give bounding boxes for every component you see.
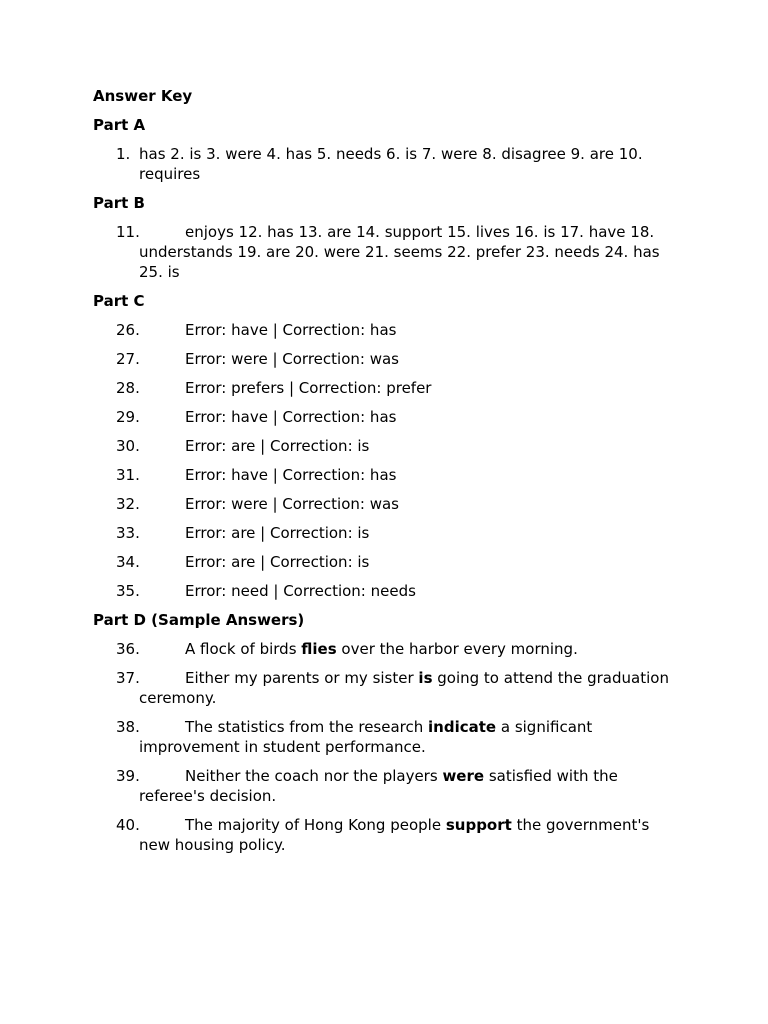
- sentence-start: The statistics from the research: [185, 718, 429, 736]
- list-item: [93, 668, 683, 708]
- sentence-end: over the harbor every morning.: [336, 640, 578, 658]
- list-number: 34.: [116, 553, 140, 571]
- correction-text: Error: were | Correction: was: [185, 495, 399, 513]
- part-a-heading: Part A: [93, 116, 146, 134]
- list-item: [93, 320, 683, 340]
- list-number: 35.: [116, 582, 140, 600]
- list-item: [93, 494, 683, 514]
- sentence-start: Neither the coach nor the players: [185, 767, 443, 785]
- list-number: 31.: [116, 466, 140, 484]
- list-item: [93, 639, 683, 659]
- list-number: 29.: [116, 408, 140, 426]
- sentence-end: the government's new housing policy.: [139, 816, 650, 854]
- correction-text: Error: have | Correction: has: [185, 321, 397, 339]
- list-number: 33.: [116, 524, 140, 542]
- part-b-answer-text: enjoys 12. has 13. are 14. support 15. lives 16. is 17. have 18. understands 19. are 20. were 21. seems 22. prefer 23. needs 24. has 25. is: [139, 223, 660, 281]
- list-number: 40.: [116, 816, 140, 834]
- list-number: 38.: [116, 718, 140, 736]
- list-number: 36.: [116, 640, 140, 658]
- sentence-verb: is: [418, 669, 433, 687]
- list-item: [93, 378, 683, 398]
- list-item: [93, 349, 683, 369]
- list-item: [93, 766, 683, 806]
- document-title: Answer Key: [93, 87, 193, 105]
- list-item: [93, 407, 683, 427]
- part-c-heading: Part C: [93, 292, 145, 310]
- sentence-verb: flies: [301, 640, 337, 658]
- part-b-heading: Part B: [93, 194, 145, 212]
- part-d-heading: Part D (Sample Answers): [93, 611, 305, 629]
- correction-text: Error: are | Correction: is: [185, 524, 370, 542]
- list-item: [93, 552, 683, 572]
- list-item: [93, 523, 683, 543]
- list-item: [93, 465, 683, 485]
- sentence-start: The majority of Hong Kong people: [185, 816, 446, 834]
- sentence-start: Either my parents or my sister: [185, 669, 419, 687]
- list-number: 1.: [116, 145, 131, 163]
- list-item: [93, 815, 683, 855]
- sentence-end: a significant improvement in student performance.: [139, 718, 593, 756]
- correction-text: Error: are | Correction: is: [185, 553, 370, 571]
- sentence-verb: were: [442, 767, 485, 785]
- list-number: 37.: [116, 669, 140, 687]
- sentence-start: A flock of birds: [185, 640, 302, 658]
- list-number: 26.: [116, 321, 140, 339]
- list-item: [93, 717, 683, 757]
- list-item: [93, 581, 683, 601]
- part-d-list: [93, 639, 683, 855]
- list-number: 28.: [116, 379, 140, 397]
- sentence-verb: indicate: [428, 718, 497, 736]
- list-item: [93, 436, 683, 456]
- correction-text: Error: need | Correction: needs: [185, 582, 416, 600]
- correction-text: Error: have | Correction: has: [185, 408, 397, 426]
- list-number: 39.: [116, 767, 140, 785]
- correction-text: Error: are | Correction: is: [185, 437, 370, 455]
- correction-text: Error: have | Correction: has: [185, 466, 397, 484]
- part-c-list: [93, 320, 683, 601]
- part-a-answers: [93, 144, 683, 184]
- sentence-end: going to attend the graduation ceremony.: [139, 669, 669, 707]
- sentence-verb: support: [445, 816, 512, 834]
- part-b-answers: [93, 222, 683, 282]
- part-a-answer-text: has 2. is 3. were 4. has 5. needs 6. is 7. were 8. disagree 9. are 10. requires: [139, 145, 643, 183]
- sentence-end: satisfied with the referee's decision.: [139, 767, 618, 805]
- list-number: 27.: [116, 350, 140, 368]
- correction-text: Error: prefers | Correction: prefer: [185, 379, 432, 397]
- list-number: 32.: [116, 495, 140, 513]
- correction-text: Error: were | Correction: was: [185, 350, 399, 368]
- list-number: 30.: [116, 437, 140, 455]
- list-number: 11.: [116, 223, 140, 241]
- answer-key-document: [93, 86, 683, 864]
